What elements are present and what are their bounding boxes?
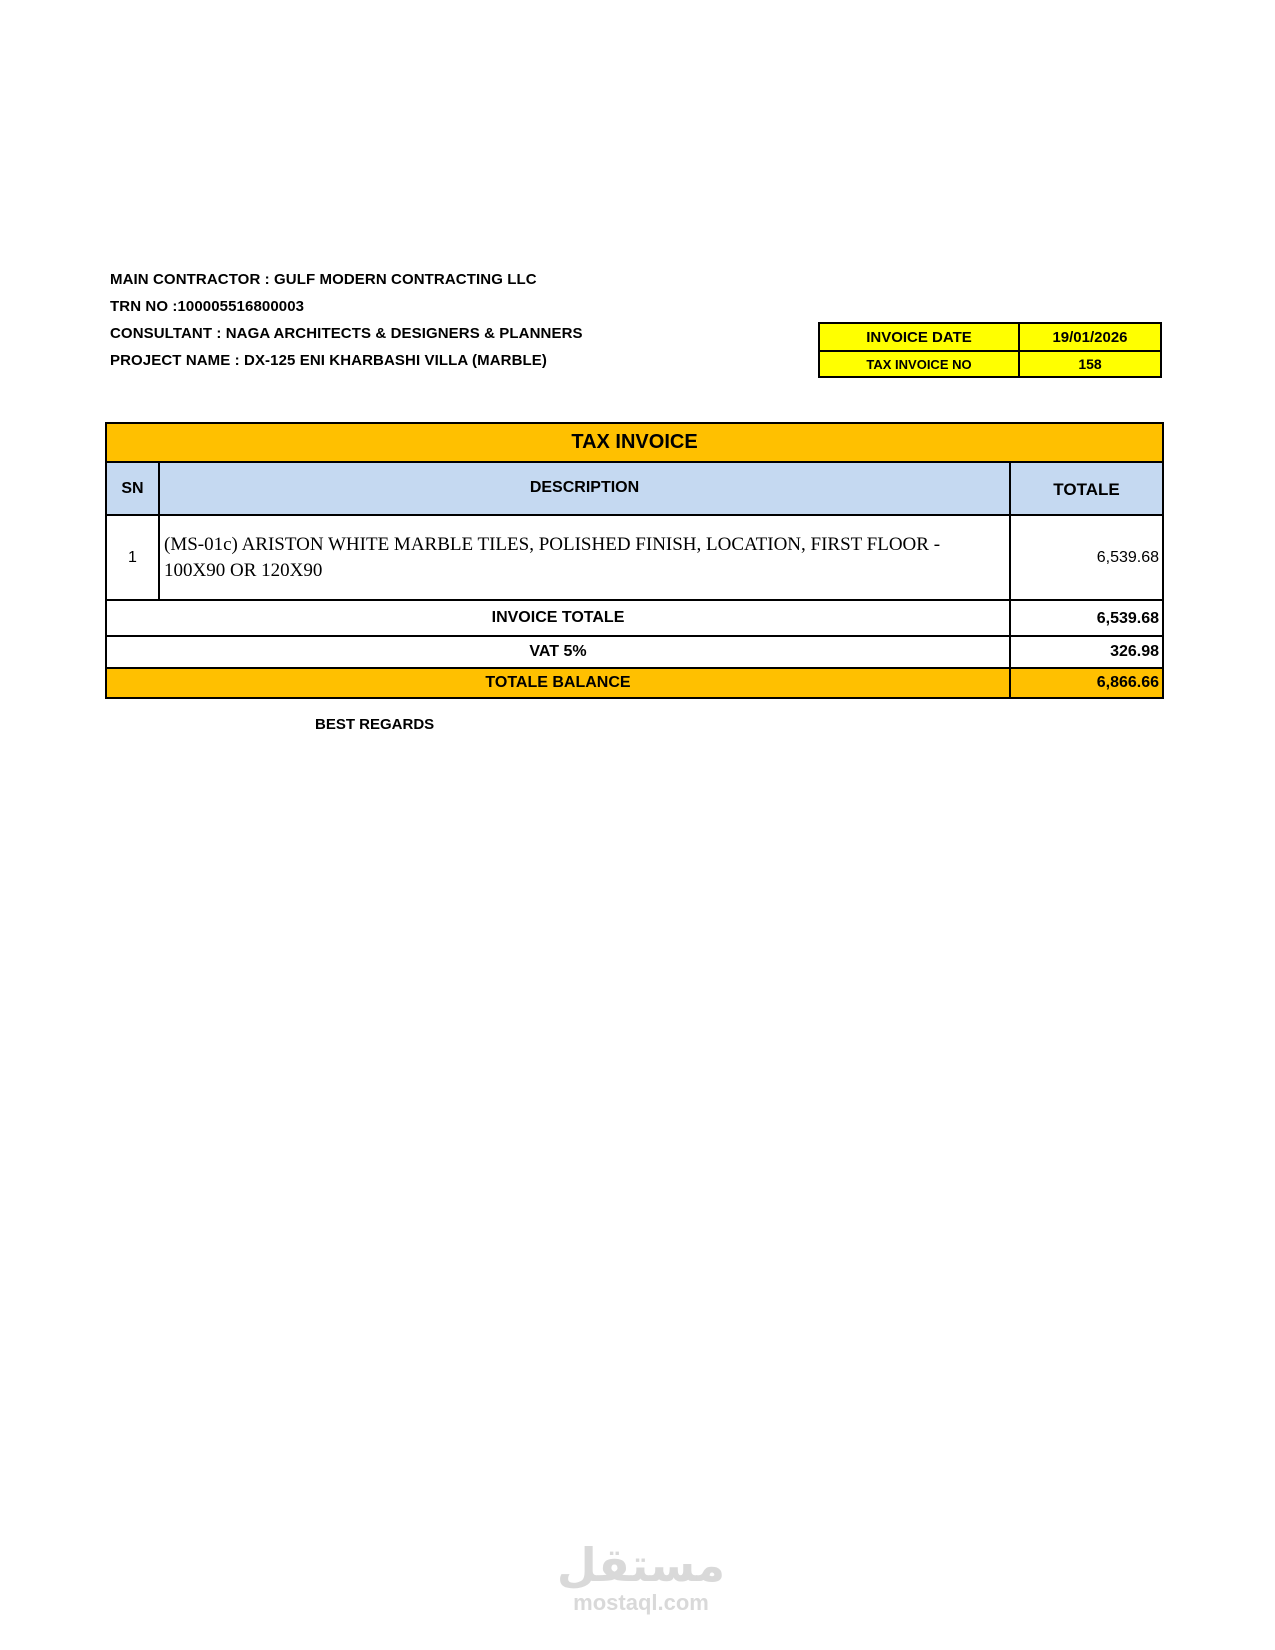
row-sn: 1 — [128, 548, 137, 566]
tax-invoice-no-value: 158 — [1078, 356, 1102, 372]
vat-label: VAT 5% — [529, 643, 587, 660]
main-contractor: MAIN CONTRACTOR : GULF MODERN CONTRACTING LLC — [110, 271, 537, 288]
row-description-line2: 100X90 OR 120X90 — [164, 559, 323, 581]
tax-invoice-no-label: TAX INVOICE NO — [866, 356, 972, 372]
trn-number: TRN NO :100005516800003 — [110, 298, 305, 315]
invoice-date-value: 19/01/2026 — [1052, 328, 1128, 346]
vat-value: 326.98 — [1110, 643, 1159, 660]
row-description — [160, 516, 1009, 599]
project-name: PROJECT NAME : DX-125 ENI KHARBASHI VILLA (MARBLE) — [110, 352, 547, 369]
row-total: 6,539.68 — [1096, 548, 1159, 566]
invoice-meta-box — [818, 322, 1162, 378]
column-header-description: DESCRIPTION — [529, 478, 640, 496]
invoice-table — [105, 422, 1164, 699]
total-balance-value: 6,866.66 — [1096, 674, 1159, 691]
column-header-total: TOTALE — [1053, 479, 1120, 499]
column-header-sn: SN — [121, 479, 144, 497]
best-regards: BEST REGARDS — [315, 716, 435, 733]
mostaql-watermark — [556, 1540, 726, 1616]
invoice-total-label: INVOICE TOTALE — [491, 609, 625, 626]
table-title: TAX INVOICE — [571, 431, 698, 453]
total-balance-label: TOTALE BALANCE — [485, 674, 631, 691]
consultant: CONSULTANT : NAGA ARCHITECTS & DESIGNERS & PLANNERS — [110, 325, 583, 342]
invoice-total-value: 6,539.68 — [1096, 610, 1159, 627]
watermark-site: mostaql.com — [573, 1590, 709, 1615]
watermark-arabic: مستقل — [556, 1538, 726, 1592]
row-description-line1: (MS-01c) ARISTON WHITE MARBLE TILES, POLISHED FINISH, LOCATION, FIRST FLOOR - — [164, 533, 941, 555]
invoice-date-label: INVOICE DATE — [866, 328, 972, 346]
